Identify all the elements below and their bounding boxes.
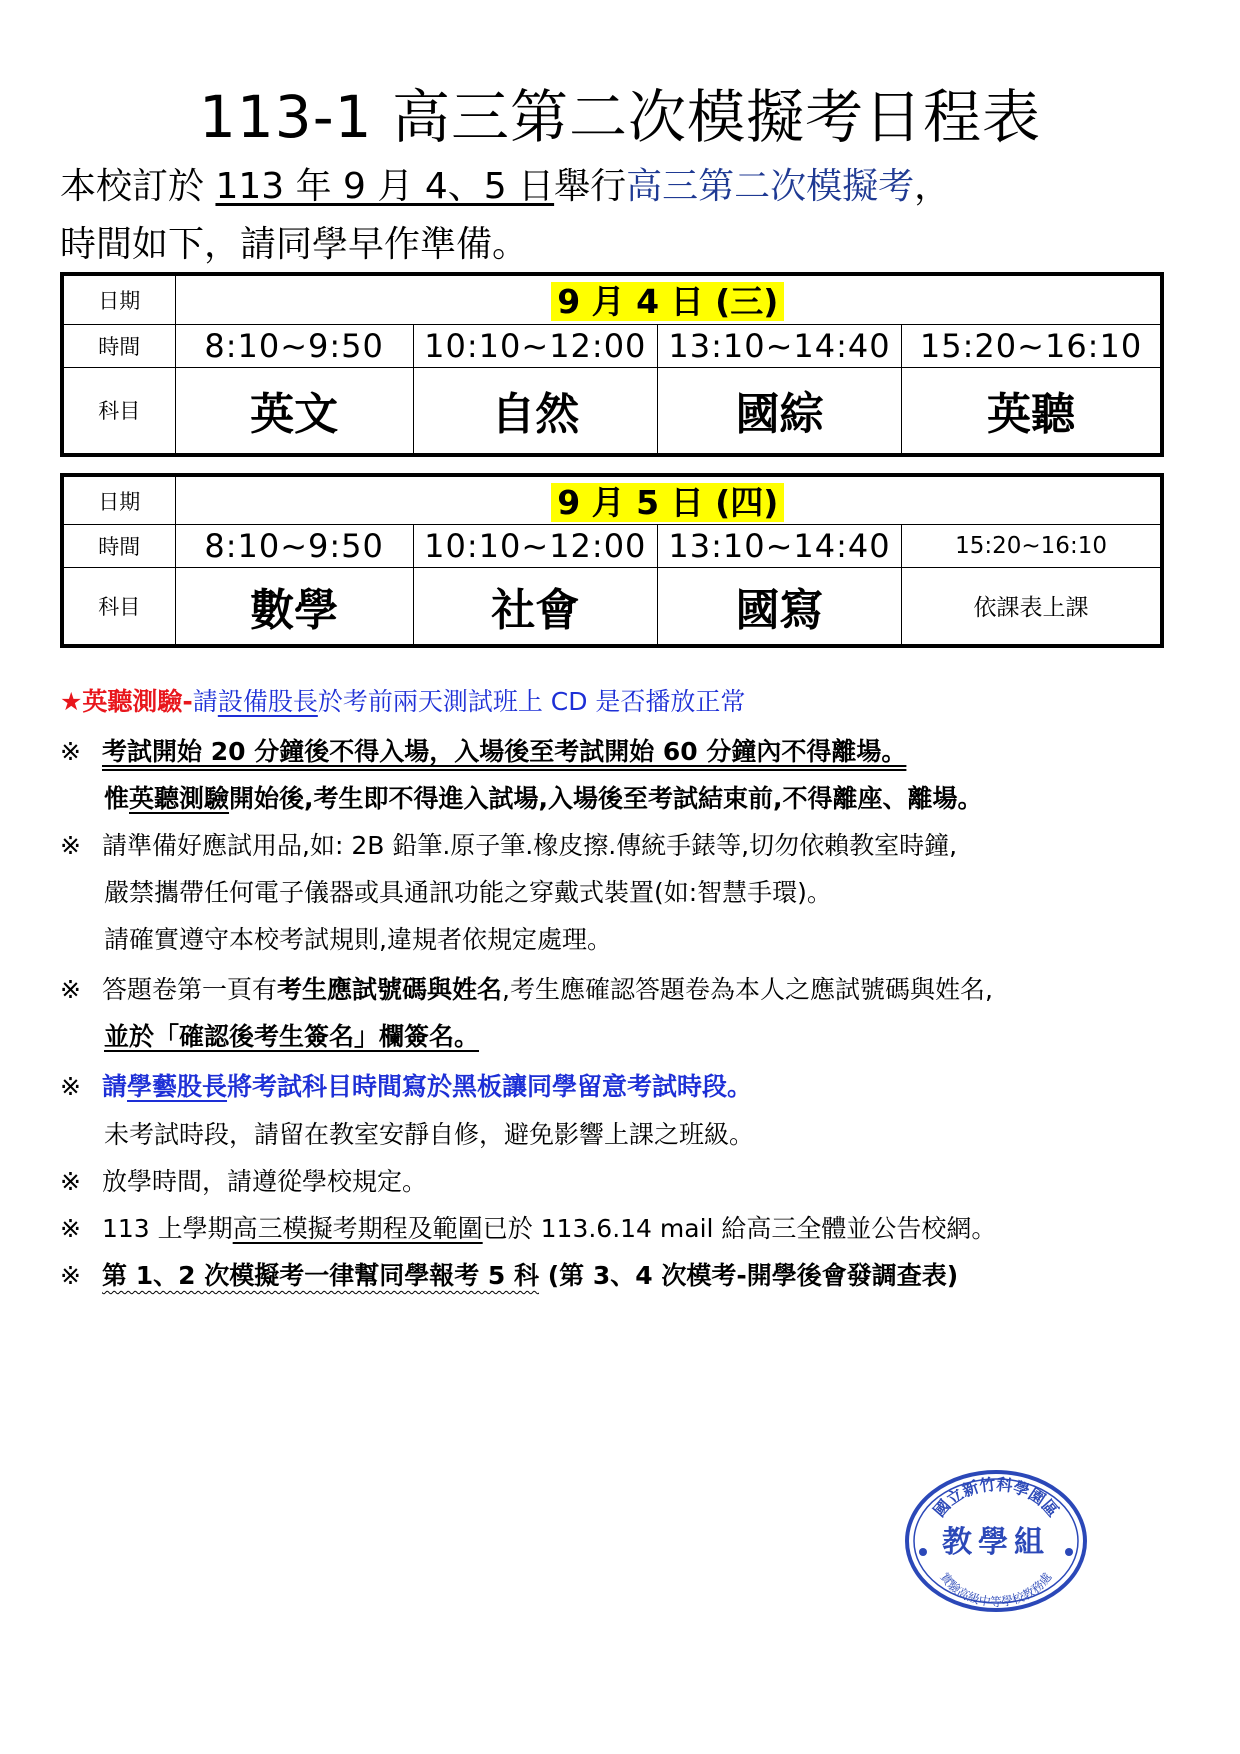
intro-line-1 (60, 158, 950, 216)
note-text: 考生應試號碼與姓名 (277, 975, 503, 1004)
label-date: 日期 (62, 475, 175, 525)
note-text: 將考試科目時間寫於黑板讓同學留意考試時段。 (227, 1072, 753, 1101)
note-text: 放學時間，請遵從學校規定。 (102, 1167, 428, 1196)
note-blackboard (60, 1067, 752, 1103)
note-rules: 請確實遵守本校考試規則,違規者依規定處理。 (104, 925, 612, 954)
note-text: 請 (102, 1072, 128, 1101)
intro-mid: 舉行 (554, 166, 627, 207)
note-marker: ※ (60, 1072, 81, 1101)
day1-date (175, 274, 1162, 324)
day1-weekday: (三) (715, 282, 779, 322)
day1-time: 10:10~12:00 (413, 324, 657, 367)
note-text: 開始後,考生即不得進入試場,入場後至考試結束前,不得離座、離場。 (229, 784, 983, 813)
day2-time: 13:10~14:40 (657, 525, 901, 568)
note-text: 並於「確認後考生簽名」欄簽名。 (104, 1022, 480, 1051)
day2-time: 10:10~12:00 (413, 525, 657, 568)
note-marker: ※ (60, 831, 81, 860)
intro (60, 158, 950, 274)
day2-subject: 依課表上課 (902, 568, 1162, 646)
day1-time: 13:10~14:40 (657, 324, 901, 367)
note-text: ,考生應確認答題卷為本人之應試號碼與姓名, (502, 975, 993, 1004)
note-text: 英聽測驗 (129, 784, 230, 813)
seal-top-text: 國立新竹科學園區 (929, 1474, 1063, 1521)
label-time: 時間 (62, 525, 175, 568)
label-subject: 科目 (62, 568, 175, 646)
intro-end: ， (914, 166, 951, 207)
note-devices: 嚴禁攜帶任何電子儀器或具通訊功能之穿戴式裝置(如:智慧手環)。 (104, 878, 832, 907)
page-title: 113-1 高三第二次模擬考日程表 (199, 83, 1041, 151)
seal-bottom-text: 實驗高級中等學校教務處 (937, 1570, 1055, 1609)
day2-time: 15:20~16:10 (902, 525, 1162, 568)
note-registration (60, 1256, 958, 1292)
note-marker: ※ (60, 1214, 81, 1243)
seal-dot-left (919, 1548, 927, 1556)
note-text: 於考前兩天測試班上 CD 是否播放正常 (317, 687, 746, 716)
note-text: 高三模擬考期程及範圍 (232, 1214, 483, 1243)
note-text: 請準備好應試用品,如: 2B 鉛筆.原子筆.橡皮擦.傳統手錶等,切勿依賴教室時鐘, (102, 831, 958, 860)
seal-dot-right (1065, 1548, 1073, 1556)
note-text: 已於 113.6.14 mail 給高三全體並公告校網。 (482, 1214, 997, 1243)
day2-date-main: 9 月 5 日 (557, 483, 704, 522)
seal-center-text: 教學組 (942, 1525, 1050, 1560)
note-marker: ※ (60, 1167, 81, 1196)
day1-subject: 國綜 (657, 367, 901, 455)
label-time: 時間 (62, 324, 175, 367)
note-text: 第 1、2 次模擬考一律幫同學報考 5 科 (102, 1261, 540, 1290)
note-supplies (60, 826, 957, 862)
day2-time: 8:10~9:50 (175, 525, 413, 568)
note-text: 惟 (104, 784, 130, 813)
day2-subject: 國寫 (657, 568, 901, 646)
note-star-label: ★英聽測驗- (60, 687, 193, 716)
note-schedule-mail (60, 1209, 996, 1245)
intro-event: 高三第二次模擬考 (626, 166, 915, 207)
intro-line-2: 時間如下，請同學早作準備。 (60, 224, 529, 265)
note-marker: ※ (60, 737, 81, 766)
note-entry-rule (60, 732, 906, 768)
note-signature (60, 1017, 479, 1053)
day2-subject: 數學 (175, 568, 413, 646)
note-marker: ※ (60, 975, 81, 1004)
schedule-day2 (60, 473, 1164, 648)
note-text: (第 3、4 次模考-開學後會發調查表) (539, 1261, 959, 1290)
day1-time: 8:10~9:50 (175, 324, 413, 367)
label-date: 日期 (62, 274, 175, 324)
note-answer-sheet (60, 970, 993, 1006)
schedule-day1 (60, 272, 1164, 457)
day2-date (175, 475, 1162, 525)
note-dismissal (60, 1162, 427, 1198)
day1-time: 15:20~16:10 (902, 324, 1162, 367)
note-role: 設備股長 (217, 687, 318, 716)
office-seal (903, 1468, 1089, 1614)
note-text: 請 (192, 687, 218, 716)
day1-subject: 自然 (413, 367, 657, 455)
note-self-study: 未考試時段，請留在教室安靜自修，避免影響上課之班級。 (104, 1120, 755, 1149)
intro-prefix: 本校訂於 (60, 166, 216, 207)
note-marker: ※ (60, 1261, 81, 1290)
day2-subject: 社會 (413, 568, 657, 646)
note-role: 學藝股長 (127, 1072, 228, 1101)
note-listening-rule (60, 779, 983, 815)
day1-date-main: 9 月 4 日 (557, 282, 704, 322)
note-text: 答題卷第一頁有 (102, 975, 278, 1004)
note-listening-test (60, 682, 745, 718)
note-text: 113 上學期 (102, 1214, 233, 1243)
label-subject: 科目 (62, 367, 175, 455)
note-text: 考試開始 20 分鐘後不得入場，入場後至考試開始 60 分鐘內不得離場。 (102, 737, 907, 766)
day1-subject: 英文 (175, 367, 413, 455)
day1-subject: 英聽 (902, 367, 1162, 455)
intro-date: 113 年 9 月 4、5 日 (215, 166, 555, 207)
day2-weekday: (四) (715, 483, 779, 522)
